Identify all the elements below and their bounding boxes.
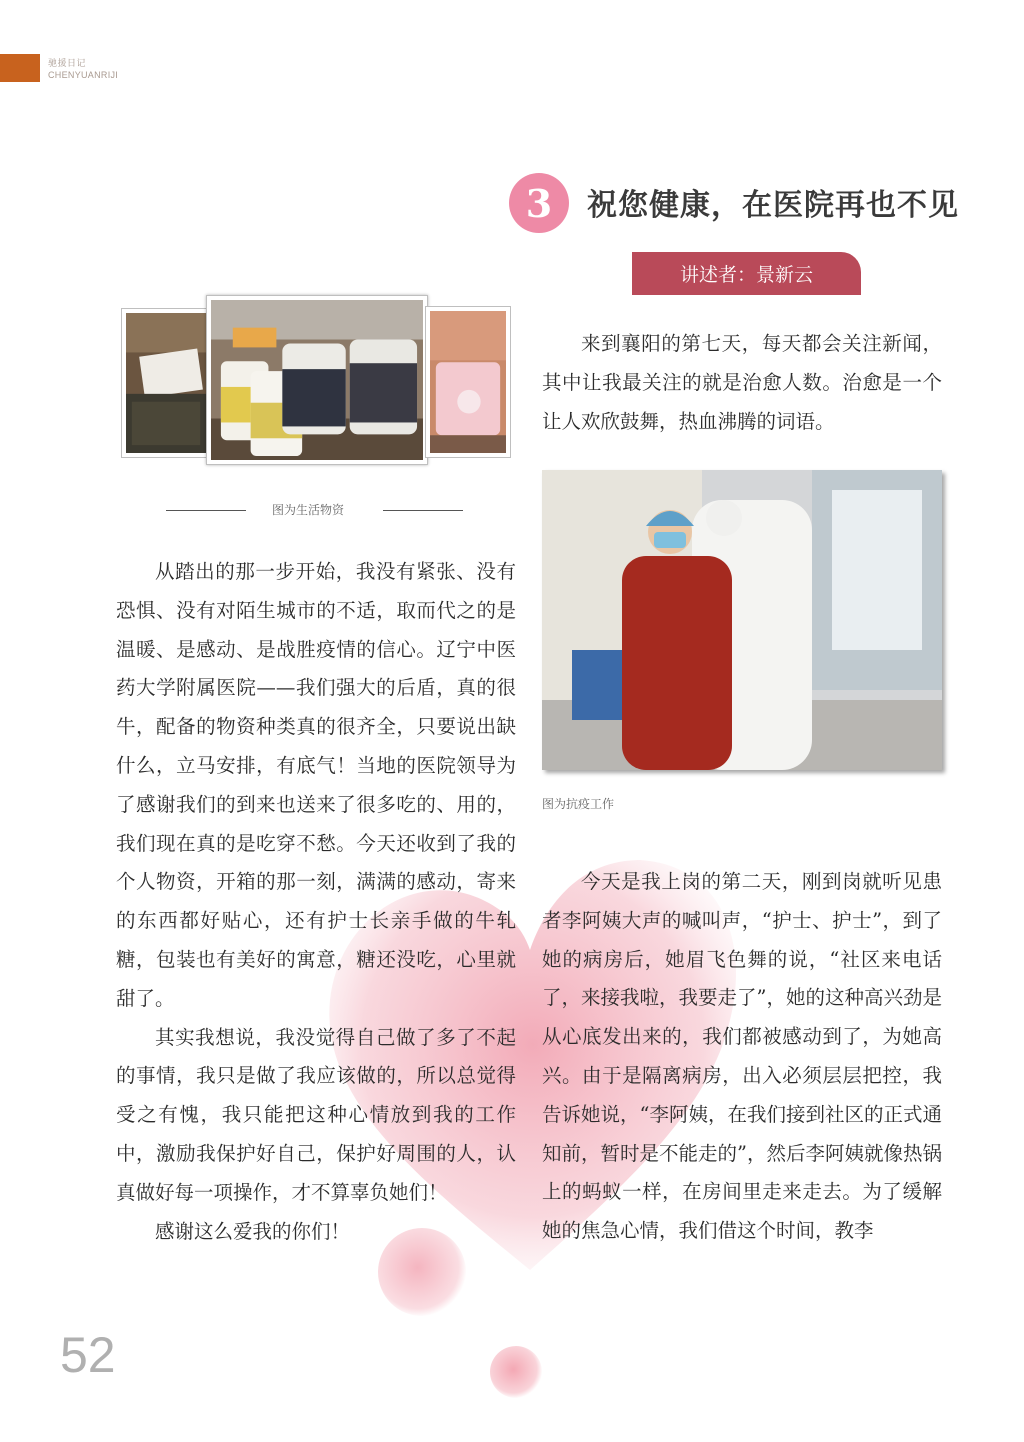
section-tab-marker [0, 54, 40, 82]
supplies-photo-bottles [206, 295, 428, 465]
right-column-intro [542, 325, 942, 441]
left-column-body [116, 553, 516, 1251]
article-title: 祝您健康，在医院再也不见 [587, 188, 959, 223]
page-number: 52 [60, 1327, 116, 1383]
narrator-label: 讲述者：景新云 [632, 252, 861, 295]
section-name: 驰援日记 [48, 59, 87, 69]
caption-rule-left [166, 510, 246, 511]
supplies-photo-boxes [121, 308, 213, 458]
decorative-bubble [490, 1346, 542, 1398]
supplies-photo-candy [425, 306, 511, 458]
paragraph: 其实我想说，我没觉得自己做了多了不起的事情，我只是做了我应该做的，所以总觉得受之有愧，我只能把这种心情放到我的工作中，激励我保护好自己，保护好周围的人，认真做好每一项操作，才不算辜负她们！ [116, 1025, 516, 1204]
article-number-badge: 3 [509, 173, 569, 233]
paragraph: 从踏出的那一步开始，我没有紧张、没有恐惧、没有对陌生城市的不适，取而代之的是温暖、是感动、是战胜疫情的信心。辽宁中医药大学附属医院——我们强大的后盾，真的很牛，配备的物资种类真的很齐全，只要说出缺什么，立马安排，有底气！当地的医院领导为了感谢我们的到来也送来了很多吃的、用的，我们现在真的是吃穿不愁。今天还收到了我的个人物资，开箱的那一刻，满满的感动，寄来的东西都好贴心，还有护士长亲手做的牛轧糖，包装也有美好的寓意，糖还没吃，心里就甜了。 [116, 560, 516, 1010]
paragraph: 感谢这么爱我的你们！ [155, 1219, 351, 1243]
section-name-pinyin: CHENYUANRIJI [48, 70, 119, 80]
right-column-body [542, 863, 942, 1251]
anti-epidemic-work-photo [542, 470, 942, 770]
paragraph: 来到襄阳的第七天，每天都会关注新闻，其中让我最关注的就是治愈人数。治愈是一个让人欢欣鼓舞，热血沸腾的词语。 [542, 332, 942, 433]
caption-rule-right [383, 510, 463, 511]
photo-caption: 图为生活物资 [272, 503, 345, 517]
photo-caption: 图为抗疫工作 [542, 797, 615, 811]
paragraph: 今天是我上岗的第二天，刚到岗就听见患者李阿姨大声的喊叫声，“护士、护士”，到了她的病房后，她眉飞色舞的说，“社区来电话了，来接我啦，我要走了”，她的这种高兴劲是从心底发出来的，我们都被感动到了，为她高兴。由于是隔离病房，出入必须层层把控，我告诉她说，“李阿姨，在我们接到社区的正式通知前，暂时是不能走的”，然后李阿姨就像热锅上的蚂蚁一样，在房间里走来走去。为了缓解她的焦急心情，我们借这个时间，教李 [542, 870, 942, 1243]
